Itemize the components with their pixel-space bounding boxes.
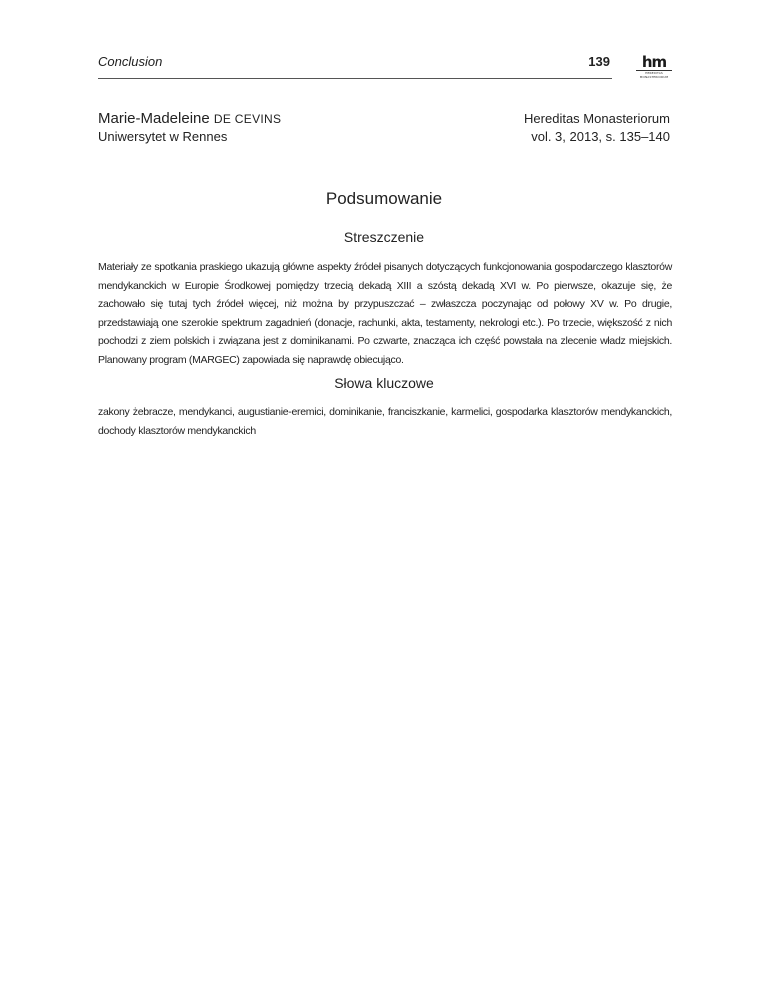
running-header-section: Conclusion xyxy=(98,54,163,69)
keywords-text: zakony żebracze, mendykanci, augustianie-eremici, dominikanie, franciszkanie, karmelici, gospodarka klasztorów mendykanckich, dochody klasztorów mendykanckich xyxy=(98,406,672,437)
page-number: 139 xyxy=(588,54,610,69)
logo-text-line2: MONASTERIORUM xyxy=(639,75,669,79)
author-name xyxy=(98,110,281,127)
journal-info xyxy=(524,110,670,146)
journal-citation: vol. 3, 2013, s. 135–140 xyxy=(531,129,670,144)
author-surname: DE CEVINS xyxy=(213,112,282,126)
abstract-text: Materiały ze spotkania praskiego ukazują główne aspekty źródeł pisanych dotyczących funkcjonowania gospodarczego klasztorów mendykanckich w Europie Środkowej pomiędzy trzecią dekadą XIII a szóstą dekadą XVI w. Po pierwsze, okazuje się, że zachowało się tutaj tych źródeł więcej, niż można by przypuszczać – zwłaszcza poczynając od połowy XV w. Po drugie, przedstawiają one szerokie spektrum zagadnień (donacje, rachunki, akta, testamenty, nekrologi etc.). Po trzecie, większość z nich pochodzi z ziem polskich i związana jest z dominikanami. Po czwarte, znacząca ich część powstała na zlecenie władz miejskich. Planowany program (MARGEC) zapowiada się naprawdę obiecująco. xyxy=(98,261,672,366)
header-divider xyxy=(98,78,612,79)
author-first-name: Marie-Madeleine xyxy=(98,110,210,127)
journal-logo xyxy=(636,55,672,79)
logo-mark: hm xyxy=(641,53,667,71)
logo-text-line1: HEREDITAS xyxy=(645,71,663,75)
logo-text xyxy=(636,70,672,79)
keywords-heading: Słowa kluczowe xyxy=(334,375,434,391)
journal-name: Hereditas Monasteriorum xyxy=(524,111,670,126)
author-affiliation: Uniwersytet w Rennes xyxy=(98,129,228,144)
abstract-heading: Streszczenie xyxy=(343,229,425,245)
document-title: Podsumowanie xyxy=(325,189,443,208)
